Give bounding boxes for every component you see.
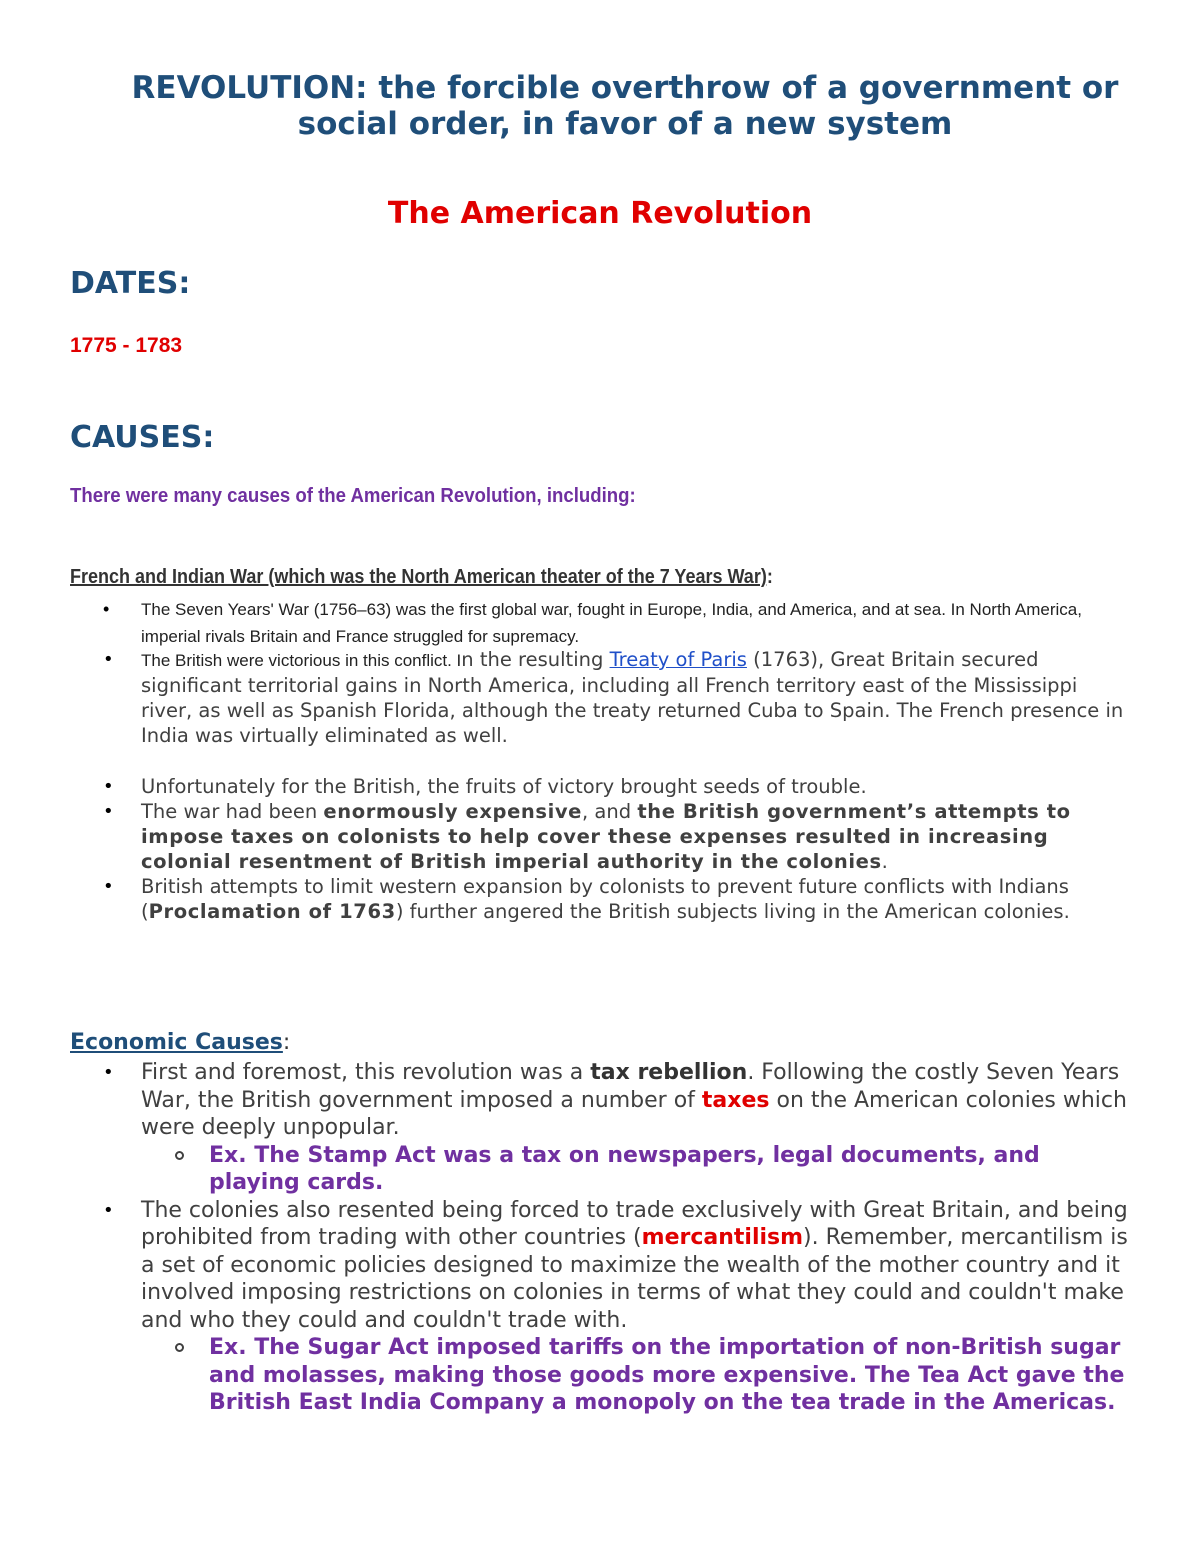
economic-causes-heading: Economic Causes: bbox=[70, 1030, 291, 1055]
list-item: • Unfortunately for the British, the fruits of victory brought seeds of trouble. bbox=[103, 775, 867, 798]
page-title: REVOLUTION: the forcible overthrow of a government or social order, in favor of a new system bbox=[131, 70, 1119, 142]
causes-heading: CAUSES: bbox=[70, 420, 215, 455]
bullet-icon: • bbox=[103, 1062, 114, 1083]
list-item: • First and foremost, this revolution was a tax rebellion. Following the costly Seven Years War, the British government imposed a number of taxes on the American colonies which were deeply unpopular. Ex. The Stamp Act was a tax on newspapers, legal documents, and playing cards. bbox=[103, 1059, 1133, 1197]
french-indian-list-2 bbox=[103, 647, 1133, 748]
bullet-icon: • bbox=[103, 599, 110, 619]
list-item: • The Seven Years' War (1756–63) was the first global war, fought in Europe, India, and America, and at sea. In North America, imperial rivals Britain and France struggled for supremacy. bbox=[103, 596, 1133, 650]
bullet-icon: • bbox=[103, 801, 114, 822]
french-indian-war-heading: French and Indian War (which was the North American theater of the 7 Years War): bbox=[70, 566, 773, 588]
dates-heading: DATES: bbox=[70, 266, 191, 301]
circle-bullet-icon bbox=[175, 1343, 184, 1352]
bullet-icon: • bbox=[103, 649, 114, 670]
bullet-icon: • bbox=[103, 1199, 114, 1221]
french-indian-list-1 bbox=[103, 596, 1133, 650]
bullet-icon: • bbox=[103, 876, 114, 897]
example-item: Ex. The Stamp Act was a tax on newspapers, legal documents, and playing cards. bbox=[175, 1142, 1133, 1197]
dates-value: 1775 - 1783 bbox=[70, 334, 183, 357]
causes-intro: There were many causes of the American Revolution, including: bbox=[70, 485, 636, 507]
list-item: • The colonies also resented being forced to trade exclusively with Great Britain, and being prohibited from trading with other countries (mercantilism). Remember, mercantilism is a set of economic policies designed to maximize the wealth of the mother country and it involved imposing restrictions on colonies in terms of what they could and couldn't make and who they could and couldn't trade with. Ex. The Sugar Act imposed tariffs on the importation of non-British sugar and molasses, making those goods more expensive. The Tea Act gave the British East India Company a monopoly on the tea trade in the Americas. bbox=[103, 1197, 1133, 1417]
bullet-icon: • bbox=[103, 776, 114, 797]
example-list bbox=[141, 1142, 1133, 1197]
page-subtitle: The American Revolution bbox=[387, 196, 813, 231]
list-item: • The war had been enormously expensive, and the British government’s attempts to impose taxes on colonists to help cover these expenses resulted in increasing colonial resentment of British imperial authority in the colonies. bbox=[103, 800, 1071, 873]
treaty-of-paris-link[interactable]: Treaty of Paris bbox=[609, 648, 747, 671]
example-item: Ex. The Sugar Act imposed tariffs on the importation of non-British sugar and molasses, making those goods more expensive. The Tea Act gave the British East India Company a monopoly on the tea trade in the Americas. bbox=[175, 1334, 1133, 1417]
list-item: • The British were victorious in this conflict. In the resulting Treaty of Paris (1763), Great Britain secured significant territorial gains in North America, including all French territory east of the Mississippi river, as well as Spanish Florida, although the treaty returned Cuba to Spain. The French presence in India was virtually eliminated as well. bbox=[103, 648, 1124, 747]
economic-causes-list bbox=[103, 1059, 1133, 1417]
french-indian-list-3 bbox=[103, 774, 1133, 924]
circle-bullet-icon bbox=[175, 1151, 184, 1160]
example-list bbox=[141, 1334, 1133, 1417]
list-item: • British attempts to limit western expansion by colonists to prevent future conflicts with Indians (Proclamation of 1763) further angered the British subjects living in the American colonies. bbox=[103, 875, 1070, 923]
